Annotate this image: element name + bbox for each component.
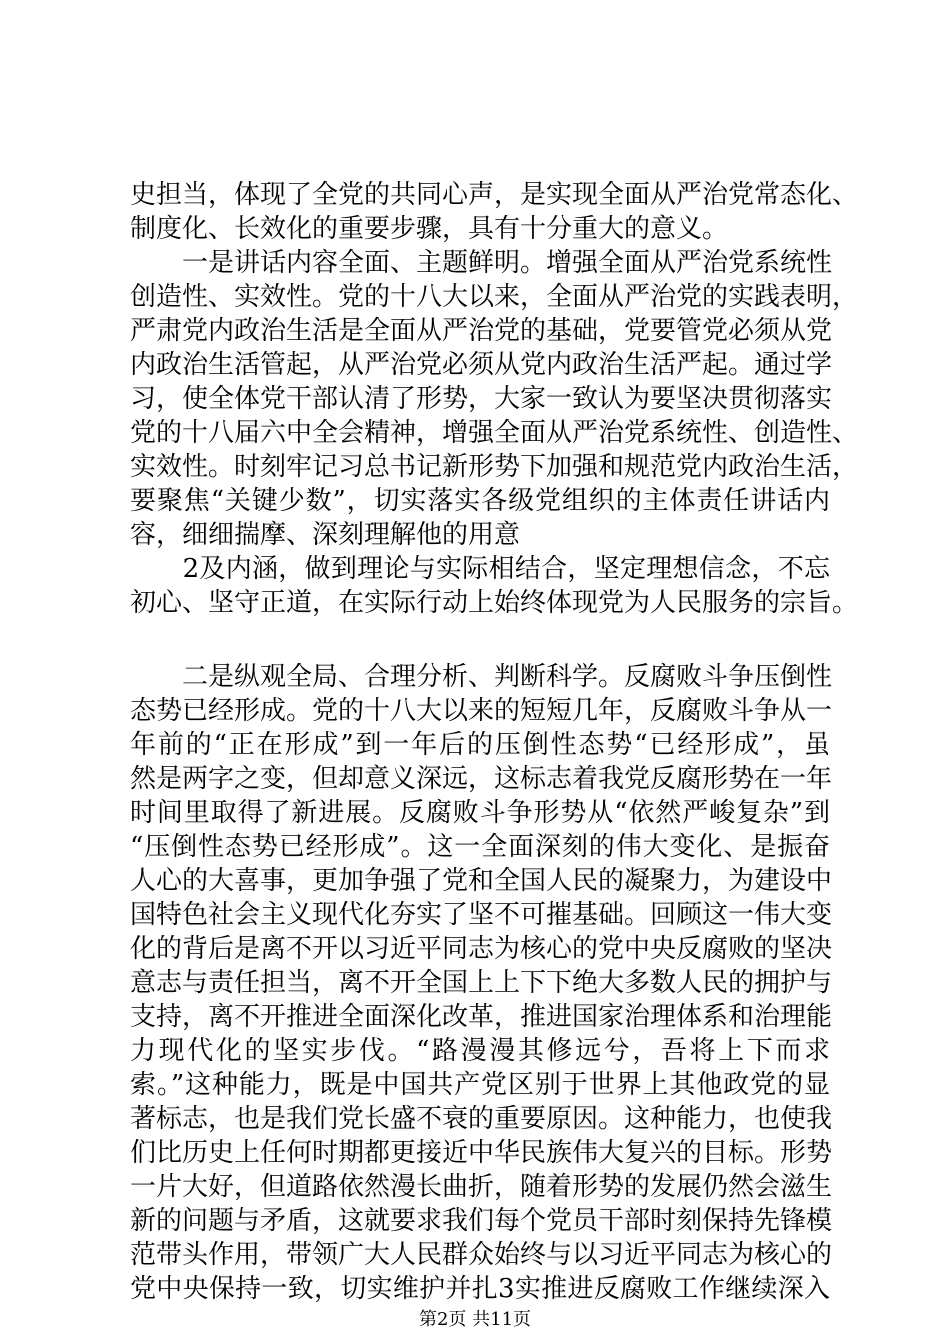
body-text-line: 一片大好，但道路依然漫长曲折，随着形势的发展仍然会滋生	[130, 1172, 833, 1202]
body-text-line: 国特色社会主义现代化夯实了坚不可摧基础。回顾这一伟大变	[130, 900, 833, 930]
body-text-line: 时间里取得了新进展。反腐败斗争形势从“依然严峻复杂”到	[130, 798, 830, 828]
body-text-line: 意志与责任担当，离不开全国上上下下绝大多数人民的拥护与	[130, 968, 833, 998]
body-text-line: 容，细细揣摩、深刻理解他的用意	[130, 520, 521, 550]
body-text-line: 范带头作用，带领广大人民群众始终与以习近平同志为核心的	[130, 1240, 833, 1270]
body-text-line: 一是讲话内容全面、主题鲜明。增强全面从严治党系统性	[130, 248, 833, 278]
body-text-line: 著标志，也是我们党长盛不衰的重要原因。这种能力，也使我	[130, 1104, 833, 1134]
body-text-line: 支持，离不开推进全面深化改革，推进国家治理体系和治理能	[130, 1002, 833, 1032]
body-text-line: 要聚焦“关键少数”，切实落实各级党组织的主体责任讲话内	[130, 486, 830, 516]
body-text-line: 索。”这种能力，既是中国共产党区别于世界上其他政党的显	[130, 1070, 830, 1100]
body-text-line: 习，使全体党干部认清了形势，大家一致认为要坚决贯彻落实	[130, 384, 833, 414]
body-text-line: 史担当，体现了全党的共同心声，是实现全面从严治党常态化、	[130, 180, 859, 210]
body-text-line: 们比历史上任何时期都更接近中华民族伟大复兴的目标。形势	[130, 1138, 833, 1168]
body-text-line: 党中央保持一致，切实维护并扎3实推进反腐败工作继续深入	[130, 1274, 830, 1304]
body-text-line: 二是纵观全局、合理分析、判断科学。反腐败斗争压倒性	[130, 662, 833, 692]
body-text-line: 初心、坚守正道，在实际行动上始终体现党为人民服务的宗旨。	[130, 588, 859, 618]
body-text-line: 新的问题与矛盾，这就要求我们每个党员干部时刻保持先锋模	[130, 1206, 833, 1236]
body-text-line: 实效性。时刻牢记习总书记新形势下加强和规范党内政治生活，	[130, 452, 859, 482]
body-text-line: 年前的“正在形成”到一年后的压倒性态势“已经形成”，虽	[130, 730, 830, 760]
body-text-line: 内政治生活管起，从严治党必须从党内政治生活严起。通过学	[130, 350, 833, 380]
page-footer: 第2页 共11页	[418, 1309, 532, 1330]
body-text-line: 党的十八届六中全会精神，增强全面从严治党系统性、创造性、	[130, 418, 859, 448]
body-text-line: 2及内涵，做到理论与实际相结合，坚定理想信念，不忘	[130, 554, 830, 584]
body-text-line: 人心的大喜事，更加争强了党和全国人民的凝聚力，为建设中	[130, 866, 833, 896]
body-text-line: 严肃党内政治生活是全面从严治党的基础，党要管党必须从党	[130, 316, 833, 346]
body-text-line: 然是两字之变，但却意义深远，这标志着我党反腐形势在一年	[130, 764, 833, 794]
body-text-line: 化的背后是离不开以习近平同志为核心的党中央反腐败的坚决	[130, 934, 833, 964]
body-text-line: 力现代化的坚实步伐。“路漫漫其修远兮，吾将上下而求	[130, 1036, 830, 1066]
body-text-line: “压倒性态势已经形成”。这一全面深刻的伟大变化、是振奋	[130, 832, 830, 862]
body-text-line: 创造性、实效性。党的十八大以来，全面从严治党的实践表明，	[130, 282, 859, 312]
body-text-line: 制度化、长效化的重要步骤，具有十分重大的意义。	[130, 214, 729, 244]
body-text-line: 态势已经形成。党的十八大以来的短短几年，反腐败斗争从一	[130, 696, 833, 726]
